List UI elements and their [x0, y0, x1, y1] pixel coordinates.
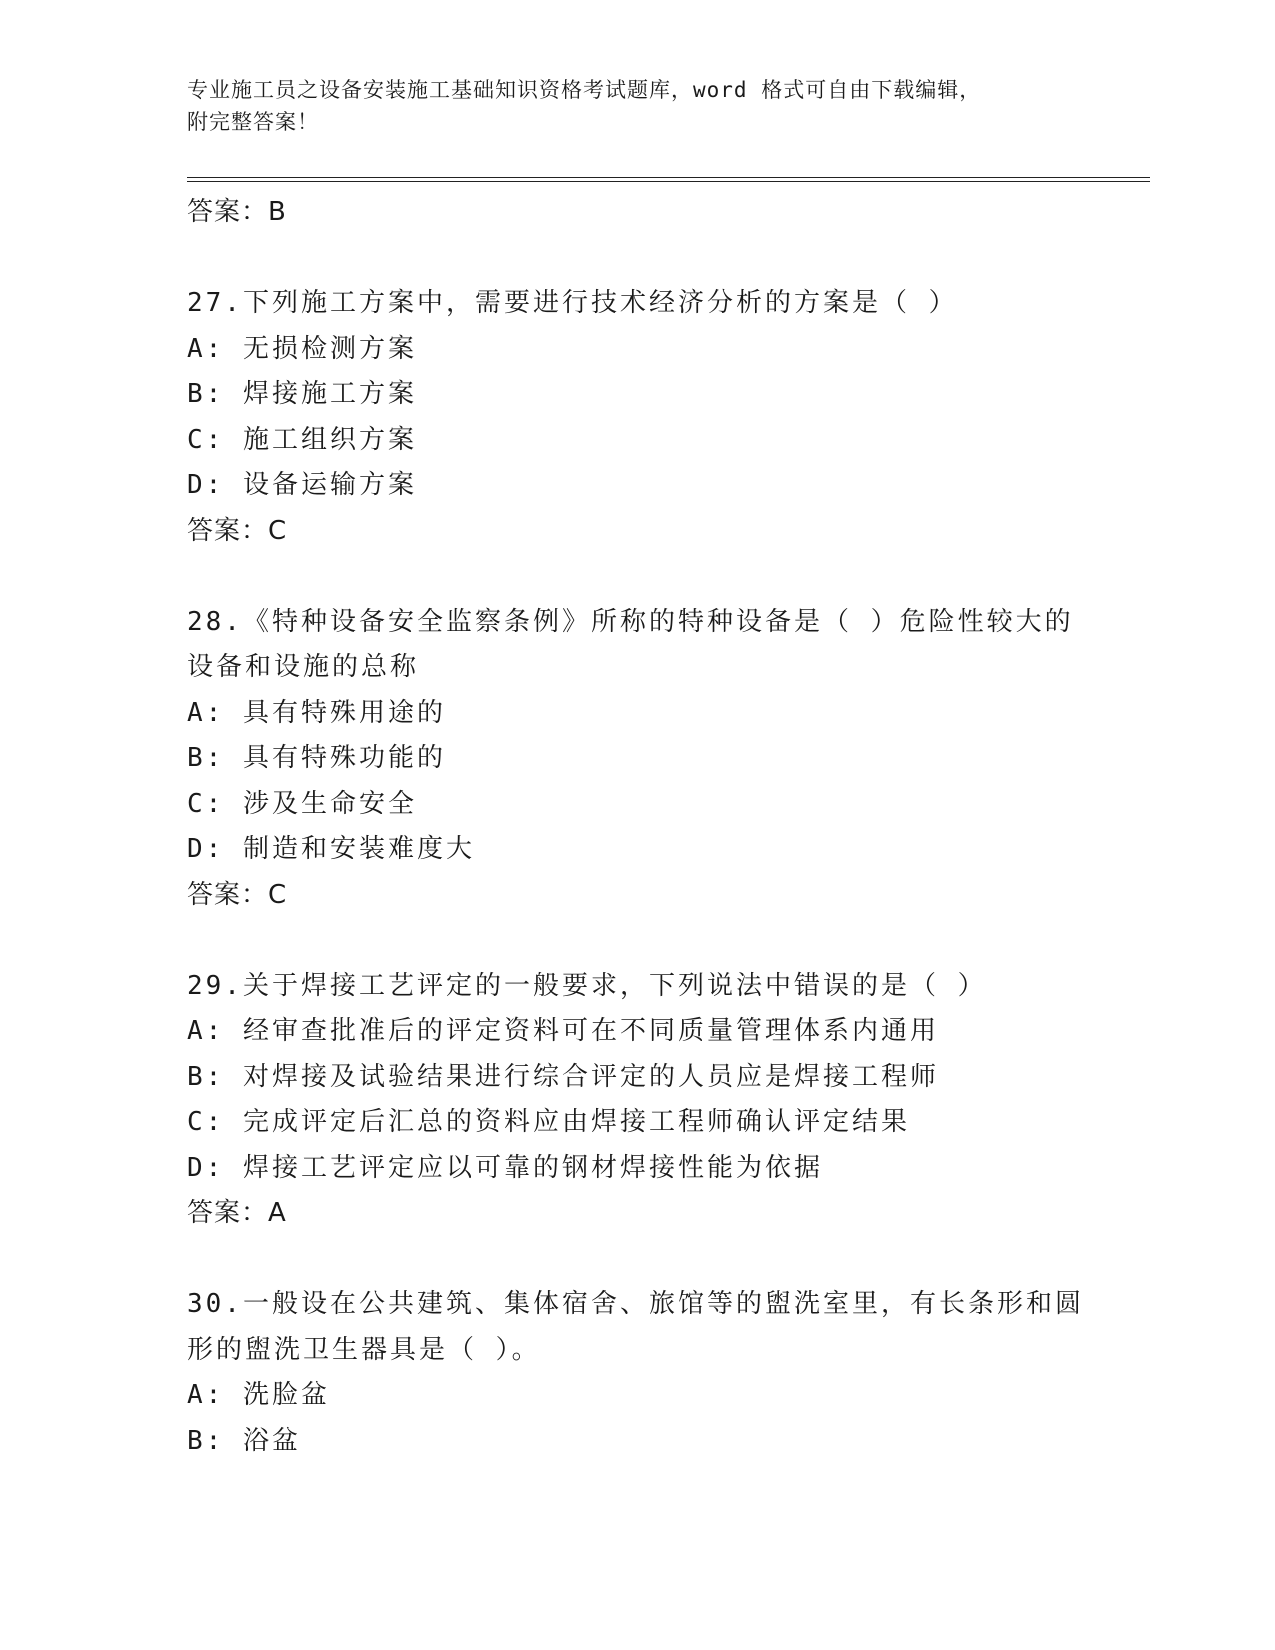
option-d: D: 制造和安装难度大 [187, 834, 475, 864]
question-text-cont: 形的盥洗卫生器具是（ ）。 [187, 1334, 541, 1365]
question-text: 27.下列施工方案中，需要进行技术经济分析的方案是（ ） [187, 288, 958, 318]
page-header [187, 74, 1067, 138]
question-27 [187, 281, 1087, 554]
answer: 答案：A [187, 1198, 287, 1228]
question-29 [187, 964, 1087, 1237]
question-28 [187, 600, 1087, 919]
option-a: A: 无损检测方案 [187, 333, 417, 364]
answer-previous: 答案：B [187, 197, 287, 227]
header-divider-top [187, 177, 1150, 178]
option-b: B: 具有特殊功能的 [187, 743, 446, 773]
spacer [187, 554, 1087, 600]
option-b: B: 焊接施工方案 [187, 379, 417, 409]
question-text-cont: 设备和设施的总称 [187, 652, 420, 682]
option-d: D: 焊接工艺评定应以可靠的钢材焊接性能为依据 [187, 1152, 823, 1183]
question-text: 28.《特种设备安全监察条例》所称的特种设备是（ ）危险性较大的 [187, 606, 1074, 637]
option-a: A: 经审查批准后的评定资料可在不同质量管理体系内通用 [187, 1016, 939, 1046]
answer: 答案：C [187, 879, 288, 910]
option-b: B: 对焊接及试验结果进行综合评定的人员应是焊接工程师 [187, 1061, 939, 1092]
option-c: C: 完成评定后汇总的资料应由焊接工程师确认评定结果 [187, 1107, 910, 1137]
spacer [187, 918, 1087, 964]
question-text: 29.关于焊接工艺评定的一般要求，下列说法中错误的是（ ） [187, 970, 987, 1001]
question-30 [187, 1282, 1087, 1464]
header-line-1: 专业施工员之设备安装施工基础知识资格考试题库，word 格式可自由下载编辑， [187, 78, 982, 102]
spacer [187, 236, 1087, 282]
option-d: D: 设备运输方案 [187, 470, 417, 500]
spacer [187, 1237, 1087, 1283]
option-a: A: 洗脸盆 [187, 1380, 330, 1410]
header-line-2: 附完整答案！ [187, 110, 319, 134]
option-b: B: 浴盆 [187, 1425, 301, 1456]
answer: 答案：C [187, 515, 288, 546]
header-divider-bottom [187, 181, 1150, 182]
option-c: C: 施工组织方案 [187, 424, 417, 455]
option-a: A: 具有特殊用途的 [187, 697, 446, 728]
question-list [187, 190, 1087, 1464]
option-c: C: 涉及生命安全 [187, 788, 417, 819]
question-text: 30.一般设在公共建筑、集体宿舍、旅馆等的盥洗室里，有长条形和圆 [187, 1289, 1084, 1319]
